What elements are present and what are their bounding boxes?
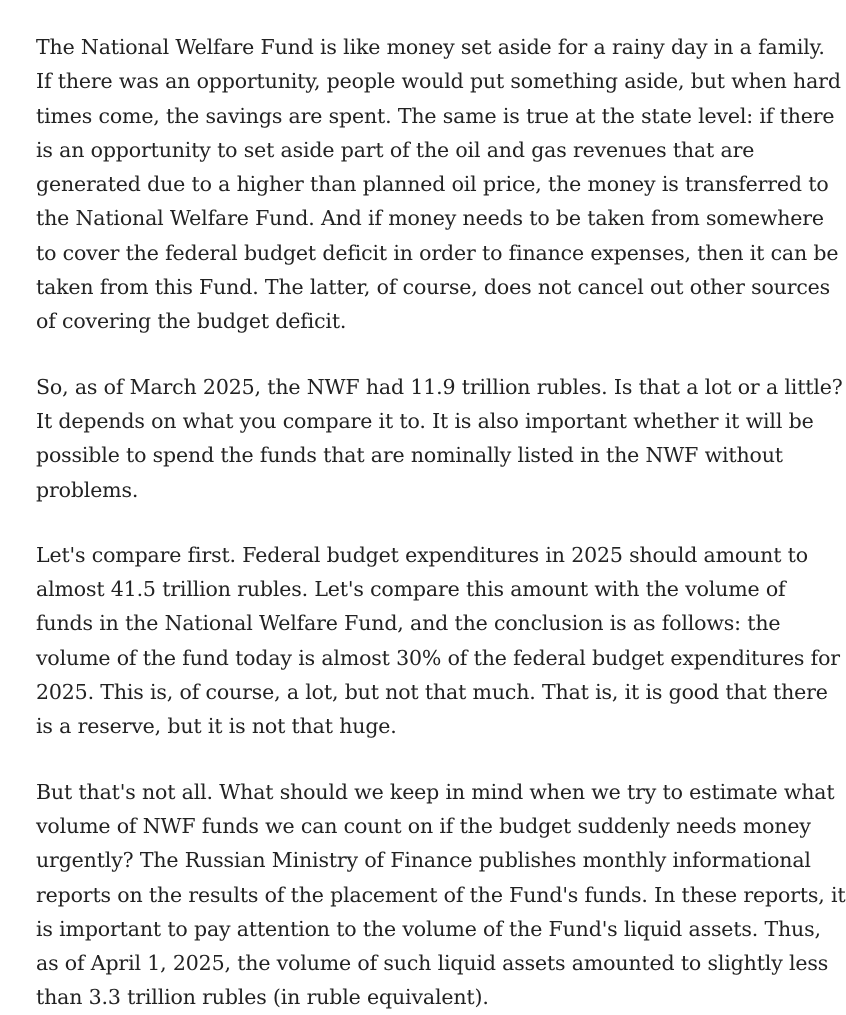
text-line: It depends on what you compare it to. It is also important whether it will be	[36, 408, 814, 433]
paragraph	[36, 30, 841, 339]
text-line: times come, the savings are spent. The same is true at the state level: if there	[36, 103, 835, 128]
text-line: the National Welfare Fund. And if money needs to be taken from somewhere	[36, 206, 824, 231]
text-line: But that's not all. What should we keep in mind when we try to estimate what	[36, 779, 835, 804]
text-line: 2025. This is, of course, a lot, but not that much. That is, it is good that there	[36, 680, 828, 705]
text-line: urgently? The Russian Ministry of Finance publishes monthly informational	[36, 848, 811, 873]
text-line: funds in the National Welfare Fund, and the conclusion is as follows: the	[36, 611, 781, 636]
text-line: as of April 1, 2025, the volume of such liquid assets amounted to slightly less	[36, 951, 829, 976]
text-line: is an opportunity to set aside part of the oil and gas revenues that are	[36, 137, 755, 162]
text-line: Let's compare first. Federal budget expenditures in 2025 should amount to	[36, 542, 808, 567]
text-line: So, as of March 2025, the NWF had 11.9 trillion rubles. Is that a lot or a little?	[36, 374, 843, 399]
text-line: volume of NWF funds we can count on if the budget suddenly needs money	[36, 813, 811, 838]
text-line: generated due to a higher than planned oil price, the money is transferred to	[36, 172, 829, 197]
text-line: than 3.3 trillion rubles (in ruble equivalent).	[36, 985, 489, 1010]
text-line: reports on the results of the placement of the Fund's funds. In these reports, it	[36, 882, 846, 907]
text-line: If there was an opportunity, people would put something aside, but when hard	[36, 69, 841, 94]
paragraph	[36, 775, 846, 1015]
text-line: is important to pay attention to the volume of the Fund's liquid assets. Thus,	[36, 916, 821, 941]
text-line: The National Welfare Fund is like money set aside for a rainy day in a family.	[36, 35, 825, 59]
text-line: volume of the fund today is almost 30% of the federal budget expenditures for	[36, 645, 840, 670]
paragraph	[36, 538, 840, 744]
text-line: taken from this Fund. The latter, of course, does not cancel out other sources	[36, 275, 831, 300]
paragraph	[36, 370, 843, 507]
text-line: of covering the budget deficit.	[36, 309, 347, 334]
text-line: to cover the federal budget deficit in order to finance expenses, then it can be	[36, 240, 839, 265]
text-line: possible to spend the funds that are nominally listed in the NWF without	[36, 443, 783, 468]
text-line: is a reserve, but it is not that huge.	[36, 714, 397, 739]
text-line: almost 41.5 trillion rubles. Let's compare this amount with the volume of	[36, 577, 786, 602]
text-line: problems.	[36, 477, 139, 502]
